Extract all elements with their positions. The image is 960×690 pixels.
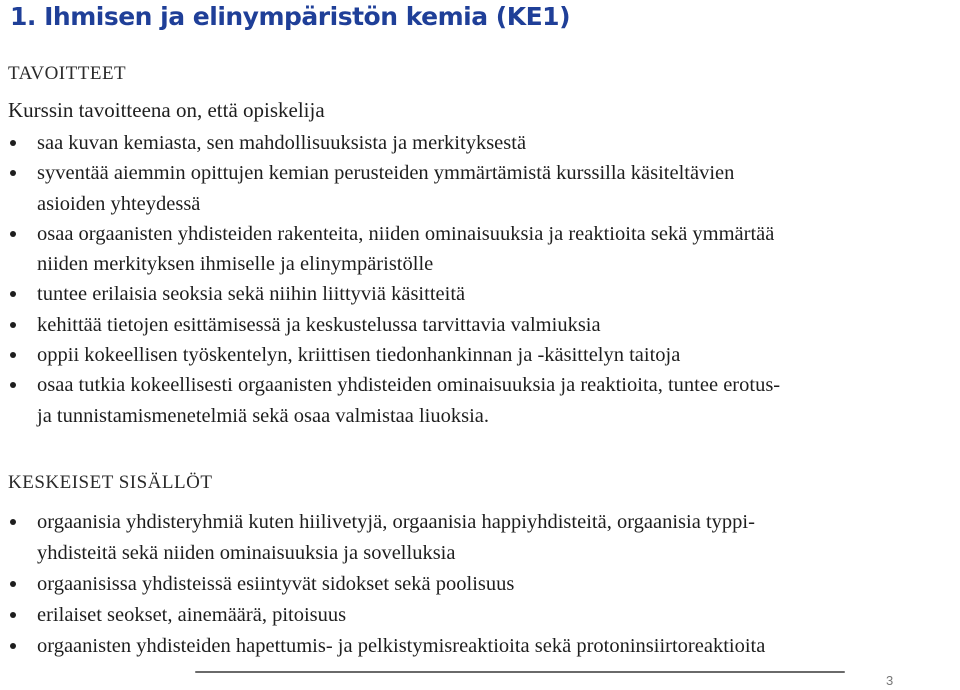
content-item	[8, 569, 952, 600]
contents-heading: KESKEISET SISÄLLÖT	[8, 472, 213, 493]
goals-intro: Kurssin tavoitteena on, että opiskelija	[8, 98, 325, 122]
page-title: 1. Ihmisen ja elinympäristön kemia (KE1)	[10, 2, 571, 31]
content-item-line: orgaanisia yhdisteryhmiä kuten hiilivetyjä, orgaanisia happiyhdisteitä, orgaanisia typpi-	[37, 511, 755, 533]
content-item-line: orgaanisissa yhdisteissä esiintyvät sidokset sekä poolisuus	[37, 573, 515, 595]
goal-item-line: asioiden yhteydessä	[37, 192, 201, 215]
goal-item-line: saa kuvan kemiasta, sen mahdollisuuksista ja merkityksestä	[37, 132, 527, 154]
content-item-line: erilaiset seokset, ainemäärä, pitoisuus	[37, 604, 347, 626]
goal-item-line: osaa tutkia kokeellisesti orgaanisten yhdisteiden ominaisuuksia ja reaktioita, tuntee erotus-	[37, 374, 781, 397]
goal-item-line: kehittää tietojen esittämisessä ja keskustelussa tarvittavia valmiuksia	[37, 313, 601, 336]
content-item-line: yhdisteitä sekä niiden ominaisuuksia ja sovelluksia	[37, 542, 456, 564]
goal-item	[8, 219, 952, 280]
goal-item	[8, 158, 952, 219]
content-item	[8, 631, 952, 662]
page-number: 3	[886, 673, 894, 688]
content-item	[8, 600, 952, 631]
content-item-line: orgaanisten yhdisteiden hapettumis- ja pelkistymisreaktioita sekä protoninsiirtoreaktioita	[37, 635, 766, 657]
goal-item	[8, 370, 952, 431]
goal-item-line: tuntee erilaisia seoksia sekä niihin liittyviä käsitteitä	[37, 283, 466, 306]
goal-item-line: syventää aiemmin opittujen kemian perusteiden ymmärtämistä kurssilla käsiteltävien	[37, 162, 735, 185]
goals-list	[8, 128, 952, 431]
content-item	[8, 507, 952, 569]
contents-list	[8, 507, 952, 662]
goal-item	[8, 128, 952, 158]
goals-heading: TAVOITTEET	[8, 63, 127, 84]
bottom-divider	[195, 671, 845, 673]
goal-item	[8, 340, 952, 370]
goal-item-line: oppii kokeellisen työskentelyn, kriittisen tiedonhankinnan ja -käsittelyn taitoja	[37, 344, 681, 367]
goal-item-line: niiden merkityksen ihmiselle ja elinympäristölle	[37, 253, 434, 276]
goal-item	[8, 279, 952, 309]
goal-item-line: osaa orgaanisten yhdisteiden rakenteita, niiden ominaisuuksia ja reaktioita sekä ymmärtää	[37, 222, 775, 245]
goal-item	[8, 310, 952, 340]
goal-item-line: ja tunnistamismenetelmiä sekä osaa valmistaa liuoksia.	[37, 404, 490, 427]
